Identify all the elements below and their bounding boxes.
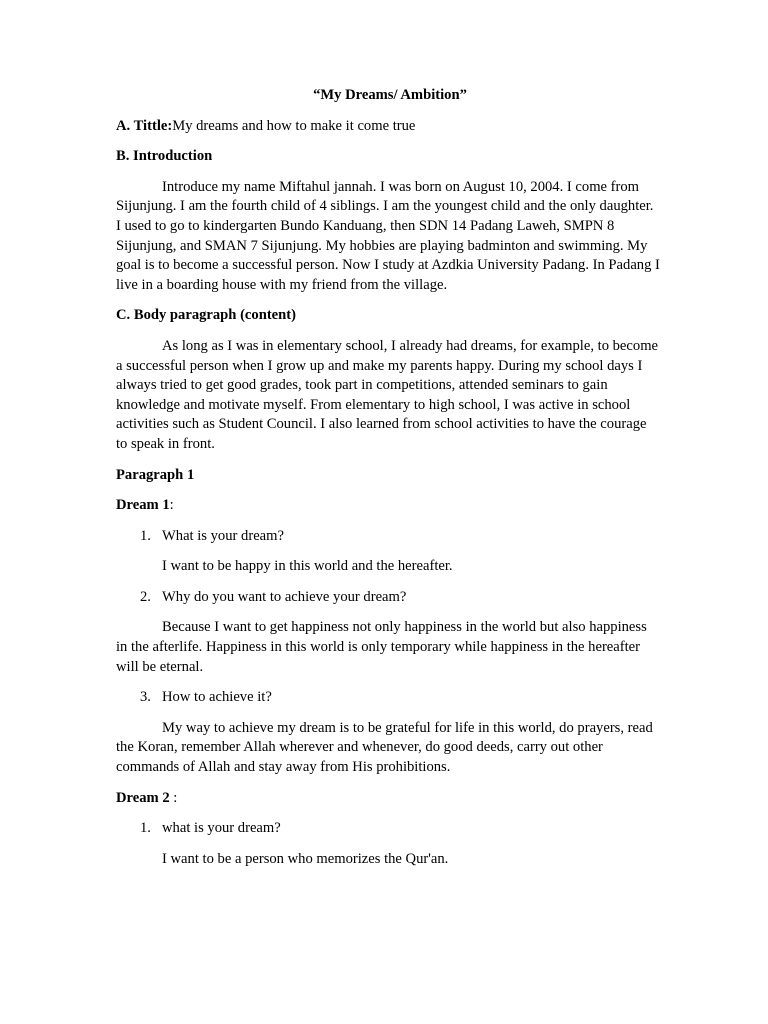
list-number: 1. (140, 820, 151, 837)
dream2-label: Dream 2 (116, 789, 170, 806)
dream1-answer-1: I want to be happy in this world and the hereafter. (162, 558, 453, 575)
body-paragraph: As long as I was in elementary school, I already had dreams, for example, to become a successful person when I grow up and make my parents happy. During my school days I always tried to get good grades, took part in competitions, attended seminars to gain knowledge and motivate myself. From elementary to high school, I was active in school activities such as Student Council. I also learned from school activities to have the courage to speak in front. (116, 337, 659, 452)
introduction-paragraph: Introduce my name Miftahul jannah. I was born on August 10, 2004. I come from Sijunjung. I am the fourth child of 4 siblings. I am the youngest child and the only daughter. I used to go to kindergarten Bundo Kanduang, then SDN 14 Padang Laweh, SMPN 8 Sijunjung, and SMAN 7 Sijunjung. My hobbies are playing badminton and swimming. My goal is to become a successful person. Now I study at Azdkia University Padang. In Padang I live in a boarding house with my friend from the village. (116, 178, 660, 293)
introduction-heading: B. Introduction (116, 148, 213, 165)
dream2-suffix: : (169, 789, 178, 806)
dream2-answer-1: I want to be a person who memorizes the Qur'an. (162, 850, 449, 867)
dream2-question-1 (116, 819, 660, 839)
paragraph1-heading: Paragraph 1 (116, 466, 195, 483)
question-text: What is your dream? (162, 527, 284, 544)
dream1-answer-2: Because I want to get happiness not only happiness in the world but also happiness in the afterlife. Happiness in this world is only temporary while happiness in the hereafter will be eternal. (116, 619, 647, 675)
tittle-label: A. Tittle: (116, 117, 173, 134)
question-text: How to achieve it? (162, 689, 272, 706)
list-number: 2. (140, 588, 151, 605)
dream1-answer-3: My way to achieve my dream is to be grateful for life in this world, do prayers, read the Koran, remember Allah wherever and whenever, do good deeds, carry out other commands of Allah and stay away from His prohibitions. (116, 719, 653, 776)
list-number: 3. (140, 689, 151, 706)
document-title: “My Dreams/ Ambition” (313, 87, 467, 103)
tittle-line (116, 117, 660, 137)
question-text: what is your dream? (162, 820, 281, 837)
dream1-label: Dream 1 (116, 497, 170, 514)
dream1-heading (116, 496, 660, 516)
dream1-suffix: : (169, 497, 174, 514)
question-text: Why do you want to achieve your dream? (162, 588, 407, 605)
body-heading: C. Body paragraph (content) (116, 307, 296, 324)
dream1-question-3 (116, 688, 660, 708)
dream1-question-2 (116, 588, 660, 608)
dream1-question-1 (116, 527, 660, 547)
tittle-value: My dreams and how to make it come true (172, 117, 416, 134)
list-number: 1. (140, 527, 151, 544)
dream2-heading (116, 789, 660, 809)
document-page (116, 86, 660, 880)
